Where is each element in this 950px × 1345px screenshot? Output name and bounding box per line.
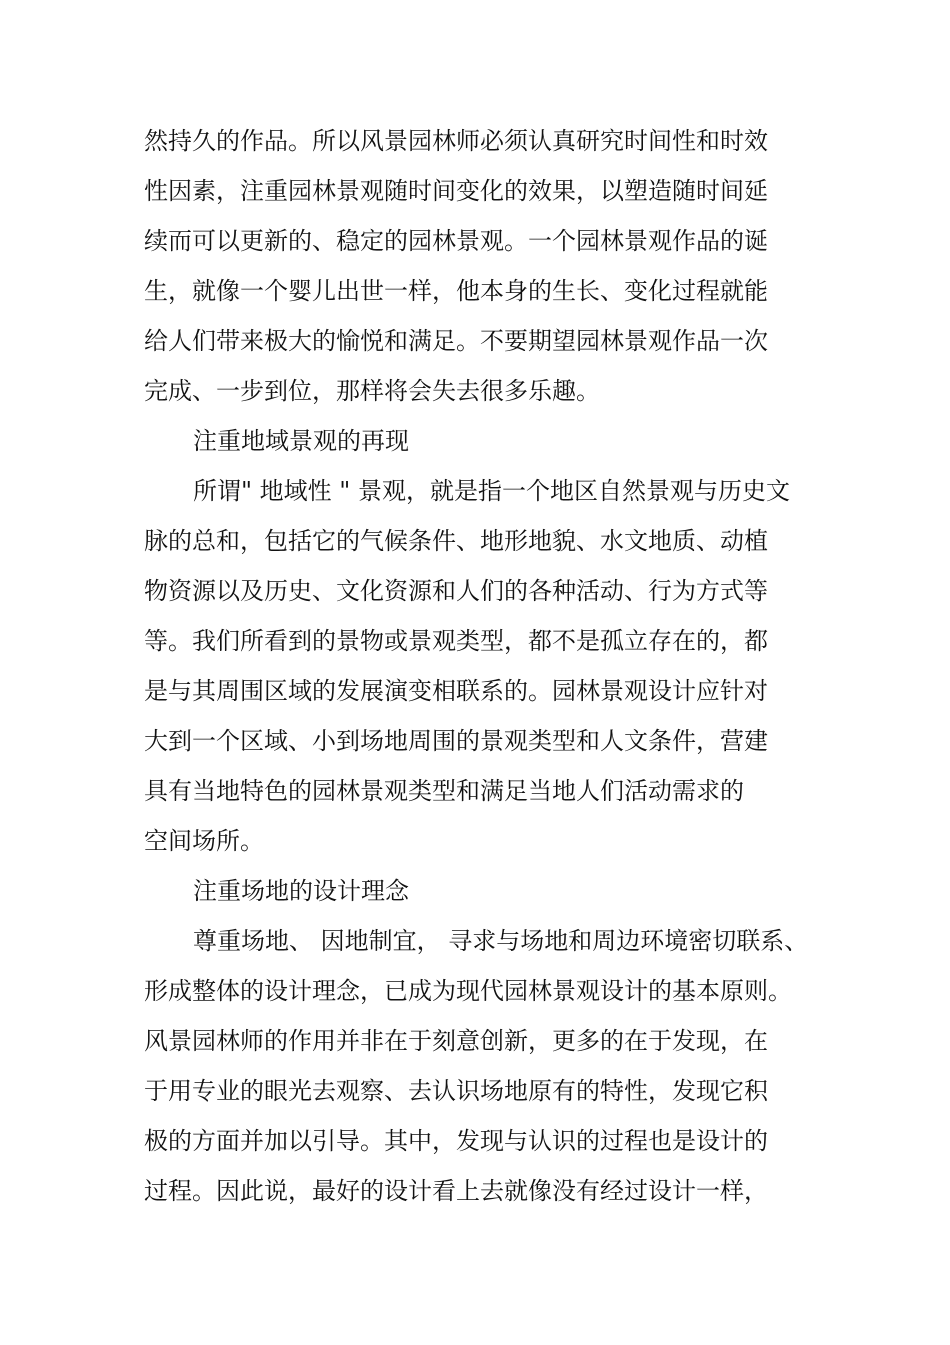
paragraph-2-line-6: 大到一个区域、小到场地周围的景观类型和人文条件，营建 bbox=[144, 727, 768, 755]
paragraph-2-line-8: 空间场所。 bbox=[144, 827, 264, 855]
paragraph-2-line-4: 等。我们所看到的景物或景观类型，都不是孤立存在的，都 bbox=[144, 627, 768, 655]
paragraph-1-line-6: 完成、一步到位，那样将会失去很多乐趣。 bbox=[144, 377, 600, 405]
paragraph-1-line-3: 续而可以更新的、稳定的园林景观。一个园林景观作品的诞 bbox=[144, 227, 768, 255]
section-heading-regional-landscape: 注重地域景观的再现 bbox=[193, 427, 409, 455]
section-heading-site-design: 注重场地的设计理念 bbox=[193, 877, 409, 905]
paragraph-2-line-3: 物资源以及历史、文化资源和人们的各种活动、行为方式等 bbox=[144, 577, 768, 605]
paragraph-2-line-5: 是与其周围区域的发展演变相联系的。园林景观设计应针对 bbox=[144, 677, 768, 705]
paragraph-3-line-1: 尊重场地、 因地制宜， 寻求与场地和周边环境密切联系、 bbox=[193, 927, 809, 955]
paragraph-1-line-5: 给人们带来极大的愉悦和满足。不要期望园林景观作品一次 bbox=[144, 327, 768, 355]
paragraph-3-line-3: 风景园林师的作用并非在于刻意创新，更多的在于发现，在 bbox=[144, 1027, 768, 1055]
paragraph-3-line-4: 于用专业的眼光去观察、去认识场地原有的特性，发现它积 bbox=[144, 1077, 768, 1105]
paragraph-3-line-5: 极的方面并加以引导。其中，发现与认识的过程也是设计的 bbox=[144, 1127, 768, 1155]
paragraph-3-line-2: 形成整体的设计理念，已成为现代园林景观设计的基本原则。 bbox=[144, 977, 792, 1005]
paragraph-1-line-4: 生，就像一个婴儿出世一样，他本身的生长、变化过程就能 bbox=[144, 277, 768, 305]
paragraph-3-line-6: 过程。因此说，最好的设计看上去就像没有经过设计一样， bbox=[144, 1177, 768, 1205]
paragraph-1-line-1: 然持久的作品。所以风景园林师必须认真研究时间性和时效 bbox=[144, 127, 768, 155]
paragraph-2-line-2: 脉的总和，包括它的气候条件、地形地貌、水文地质、动植 bbox=[144, 527, 768, 555]
paragraph-1-line-2: 性因素，注重园林景观随时间变化的效果，以塑造随时间延 bbox=[144, 177, 768, 205]
paragraph-2-line-7: 具有当地特色的园林景观类型和满足当地人们活动需求的 bbox=[144, 777, 744, 805]
paragraph-2-line-1: 所谓" 地域性 " 景观，就是指一个地区自然景观与历史文 bbox=[193, 477, 790, 505]
